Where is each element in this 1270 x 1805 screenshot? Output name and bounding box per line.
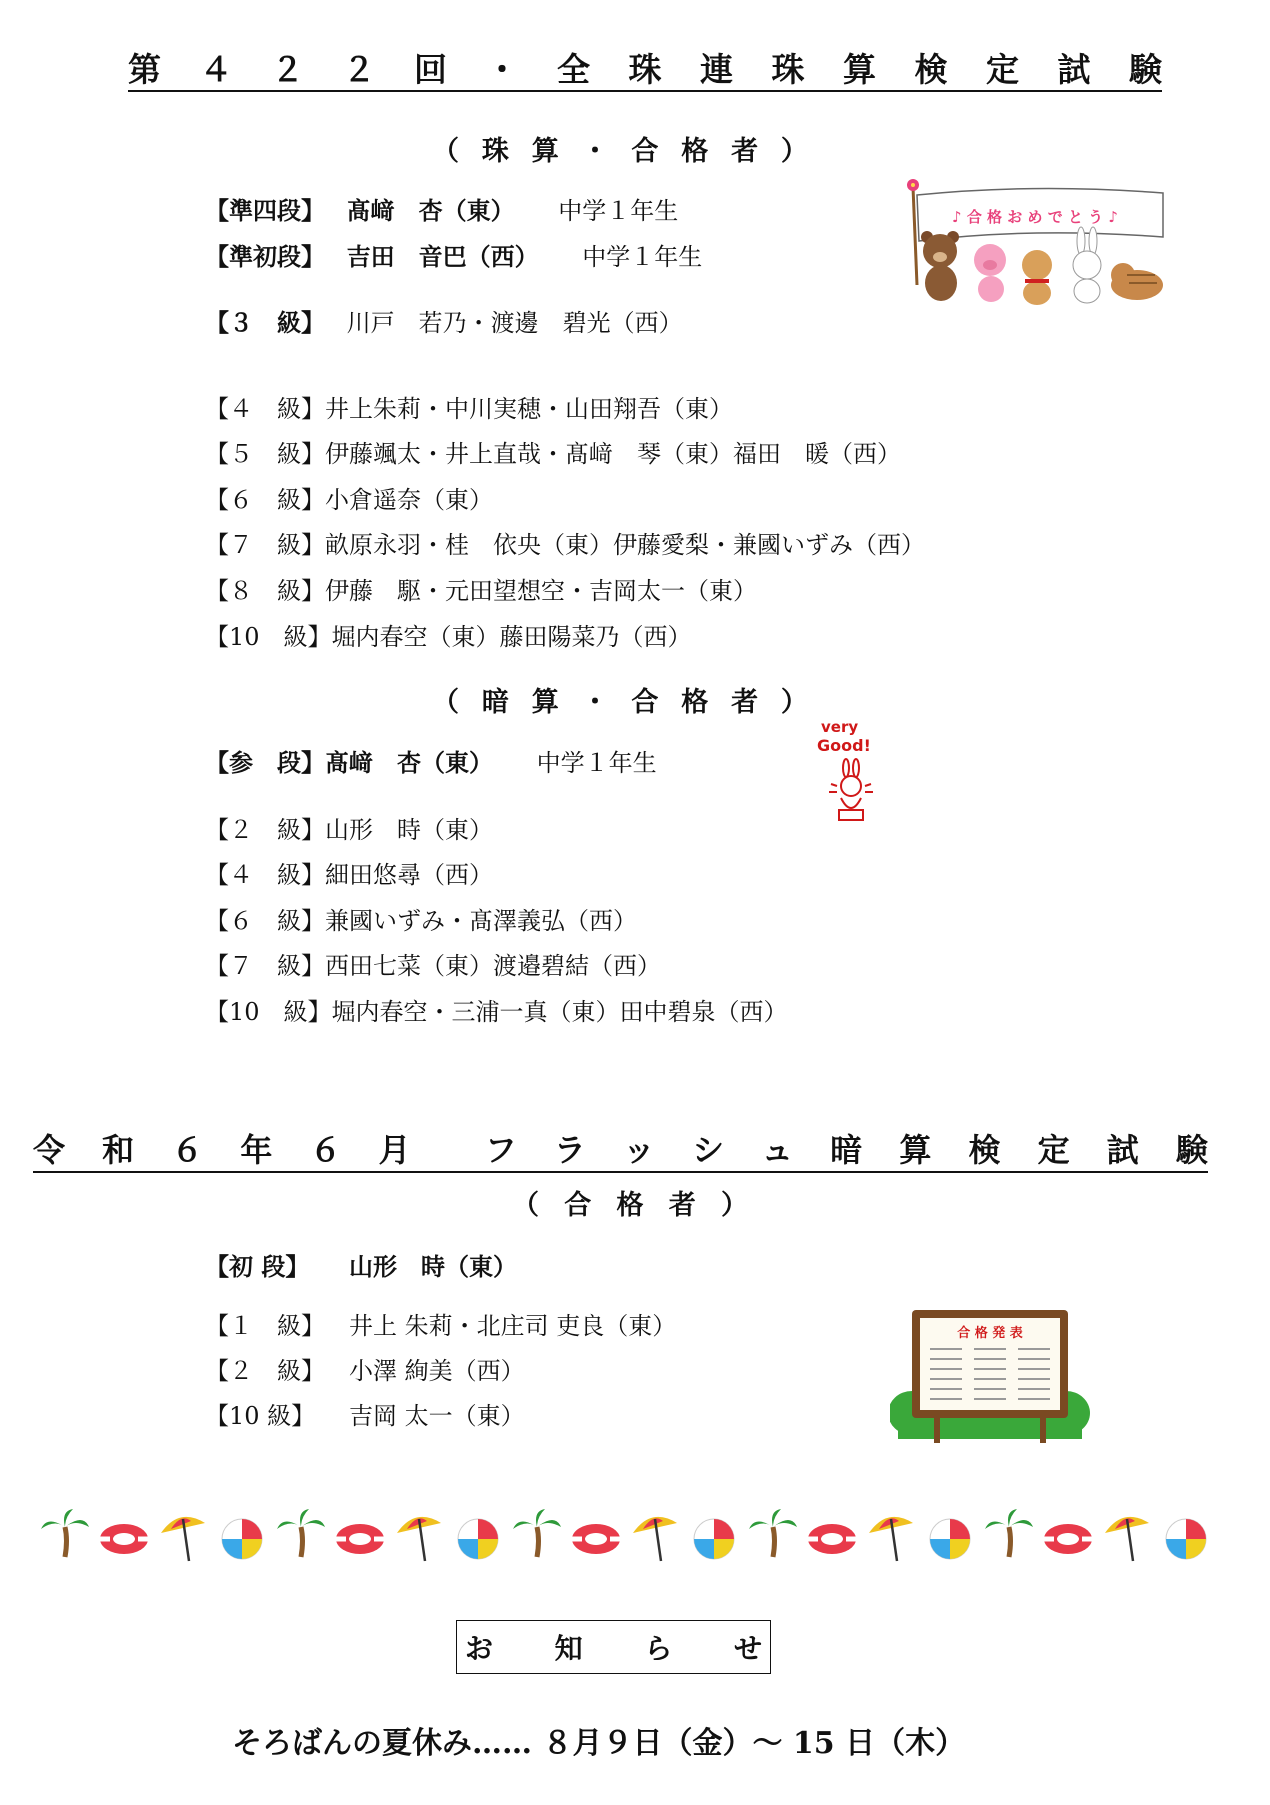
celebration-banner-illustration — [905, 175, 1170, 310]
passer-names: 髙﨑 杏（東） — [325, 748, 493, 777]
title-char: 定 — [986, 49, 1019, 89]
grade-label: 【７ 級】 — [205, 952, 325, 980]
flash-title-char: 年 — [240, 1131, 273, 1169]
title-char: 算 — [843, 49, 876, 89]
flash-title-char: 月 — [378, 1131, 411, 1169]
anzan-heading-char: 合 — [631, 686, 659, 718]
list-item — [205, 437, 901, 471]
flash-title-char: シ — [692, 1131, 725, 1169]
flash-title-char: ラ — [553, 1131, 586, 1169]
passer-names: 井上 朱莉・北庄司 吏良（東） — [349, 1312, 677, 1340]
flash-heading-char: 者 — [668, 1189, 696, 1221]
grade-label: 【６ 級】 — [205, 486, 325, 514]
passer-names: 川戸 若乃・渡邊 碧光（西） — [346, 309, 683, 337]
soroban-heading-char: ・ — [581, 135, 609, 167]
flash-title-char: 算 — [899, 1131, 932, 1169]
title-char: 珠 — [628, 49, 662, 89]
palm-icon — [277, 1509, 325, 1557]
ball-icon — [458, 1519, 498, 1559]
anzan-heading-char: ・ — [581, 686, 609, 718]
soroban-heading-char: 者 — [731, 135, 759, 167]
list-item — [205, 1250, 517, 1284]
grade-label: 【７ 級】 — [205, 531, 325, 559]
ball-icon — [222, 1519, 262, 1559]
notice-title-char: 知 — [554, 1632, 583, 1665]
parasol-icon — [633, 1517, 677, 1561]
list-item — [205, 483, 493, 517]
ball-icon — [1166, 1519, 1206, 1559]
palm-icon — [513, 1509, 561, 1557]
ring-icon — [1044, 1524, 1092, 1554]
very-good-stamp — [815, 718, 887, 828]
palm-icon — [41, 1509, 89, 1557]
flash-title-char: 験 — [1175, 1131, 1208, 1169]
grade-label: 【準四段】 — [205, 196, 325, 225]
rabbit-stamp-icon — [829, 759, 873, 820]
list-item — [205, 904, 637, 938]
anzan-heading-char: ） — [780, 686, 808, 718]
school-year: 中学１年生 — [582, 243, 703, 271]
notice-title-char: ら — [644, 1632, 673, 1665]
soroban-heading-char: （ — [432, 135, 459, 167]
ring-icon — [336, 1524, 384, 1554]
passer-names: 堀内春空・三浦一真（東）田中碧泉（西） — [331, 998, 788, 1026]
parasol-icon — [397, 1517, 441, 1561]
notice-title-char: せ — [733, 1632, 762, 1665]
list-item — [205, 306, 683, 340]
title-char: 験 — [1129, 49, 1162, 89]
parasol-icon — [1105, 1517, 1149, 1561]
grade-label: 【初 段】 — [205, 1252, 310, 1281]
flash-title-char: ６ — [171, 1131, 204, 1169]
grade-label: 【８ 級】 — [205, 577, 325, 605]
dog-icon — [1022, 250, 1052, 305]
title-char: ２ — [342, 49, 376, 89]
grade-label: 【４ 級】 — [205, 395, 325, 423]
parasol-icon — [869, 1517, 913, 1561]
passer-names: 山形 時（東） — [349, 1252, 517, 1281]
passer-names: 堀内春空（東）藤田陽菜乃（西） — [331, 623, 692, 651]
flash-title-char: 暗 — [830, 1131, 863, 1169]
grade-label: 【２ 級】 — [205, 816, 325, 844]
board-title: 合 格 発 表 — [957, 1326, 1023, 1341]
ball-icon — [930, 1519, 970, 1559]
notice-title-char: お — [465, 1632, 494, 1665]
flash-heading-char: （ — [512, 1189, 539, 1221]
grade-label: 【６ 級】 — [205, 907, 325, 935]
soroban-heading-char: 珠 — [481, 135, 509, 167]
list-item — [205, 240, 702, 274]
title-char: ・ — [485, 49, 519, 89]
rabbit-icon — [1073, 227, 1101, 303]
title-char: 回 — [414, 49, 447, 89]
stamp-text-very: very — [821, 718, 859, 736]
passer-names: 吉岡 太一（東） — [349, 1402, 525, 1430]
list-item — [205, 194, 678, 228]
passer-names: 西田七菜（東）渡邉碧結（西） — [325, 952, 661, 980]
soroban-heading-char: 合 — [631, 135, 659, 167]
passer-names: 細田悠尋（西） — [325, 861, 493, 889]
flash-heading — [512, 1182, 748, 1222]
results-board-illustration — [890, 1305, 1090, 1445]
title-char: 連 — [700, 49, 733, 89]
passer-names: 山形 時（東） — [325, 816, 493, 844]
flash-heading-char: ） — [721, 1189, 748, 1221]
flash-heading-char: 合 — [564, 1189, 592, 1221]
flash-title-char: 和 — [102, 1131, 135, 1169]
passer-names: 吉田 音巴（西） — [346, 242, 539, 271]
ball-icon — [694, 1519, 734, 1559]
grade-label: 【３ 級】 — [205, 308, 325, 337]
flash-title-char: フ — [484, 1131, 517, 1169]
parasol-icon — [161, 1517, 205, 1561]
soroban-heading — [432, 128, 808, 168]
flash-title-char: 検 — [968, 1131, 1001, 1169]
school-year: 中学１年生 — [536, 749, 657, 777]
title-char: 珠 — [771, 49, 805, 89]
notice-text: そろばんの夏休み…… ８月９日（金）～ 15 日（木） — [232, 1726, 966, 1761]
list-item — [205, 574, 757, 608]
grade-label: 【10 級】 — [205, 623, 332, 651]
passer-names: 伊藤颯太・井上直哉・髙﨑 琴（東）福田 暖（西） — [325, 440, 901, 468]
grade-label: 【１ 級】 — [205, 1312, 325, 1340]
title-char: 全 — [557, 49, 590, 89]
grade-label: 【参 段】 — [205, 748, 325, 777]
list-item — [205, 1399, 525, 1433]
anzan-heading — [432, 679, 808, 719]
grade-label: 【準初段】 — [205, 242, 325, 271]
flash-title — [33, 1125, 1208, 1173]
notice-title-box — [456, 1620, 771, 1674]
anzan-heading-char: 暗 — [481, 686, 509, 718]
grade-label: 【５ 級】 — [205, 440, 325, 468]
flash-title-char: 試 — [1106, 1131, 1139, 1169]
banner-text: ♪ 合 格 お め で と う ♪ — [952, 208, 1118, 226]
stamp-text-good: Good! — [817, 736, 871, 755]
flash-title-char: ッ — [622, 1131, 655, 1169]
bear-icon — [921, 231, 959, 301]
anzan-heading-char: 算 — [531, 686, 559, 718]
ring-icon — [808, 1524, 856, 1554]
passer-names: 髙﨑 杏（東） — [346, 196, 515, 225]
list-item — [205, 949, 661, 983]
flash-title-char: 令 — [33, 1131, 66, 1169]
anzan-heading-char: 格 — [681, 686, 709, 718]
palm-icon — [985, 1509, 1033, 1557]
list-item — [205, 620, 692, 654]
grade-label: 【２ 級】 — [205, 1357, 325, 1385]
soroban-heading-char: 算 — [531, 135, 559, 167]
flash-title-char: ６ — [309, 1131, 342, 1169]
title-char: 試 — [1057, 49, 1091, 89]
passer-names: 畝原永羽・桂 依央（東）伊藤愛梨・兼國いずみ（西） — [325, 531, 925, 559]
grade-label: 【10 級】 — [205, 998, 332, 1026]
flash-title-char: 定 — [1037, 1131, 1070, 1169]
soroban-heading-char: 格 — [681, 135, 709, 167]
grade-label: 【４ 級】 — [205, 861, 325, 889]
list-item — [205, 1354, 525, 1388]
pig-icon — [974, 244, 1006, 302]
page-title — [128, 44, 1162, 92]
list-item — [205, 858, 493, 892]
soroban-heading-char: ） — [780, 135, 808, 167]
passer-names: 小倉遥奈（東） — [325, 486, 493, 514]
grade-label: 【10 級】 — [205, 1402, 316, 1430]
flash-heading-char: 格 — [616, 1189, 644, 1221]
passer-names: 伊藤 駆・元田望想空・吉岡太一（東） — [325, 577, 757, 605]
cat-icon — [1111, 263, 1163, 300]
summer-decoration-row — [40, 1505, 1220, 1565]
flash-title-char: ュ — [761, 1131, 794, 1169]
list-item — [205, 392, 733, 426]
palm-icon — [749, 1509, 797, 1557]
school-year: 中学１年生 — [558, 197, 679, 225]
list-item — [205, 813, 493, 847]
anzan-heading-char: 者 — [731, 686, 759, 718]
title-char: 第 — [128, 49, 161, 89]
passer-names: 小澤 絢美（西） — [349, 1357, 525, 1385]
list-item — [205, 528, 925, 562]
ring-icon — [100, 1524, 148, 1554]
anzan-heading-char: （ — [432, 686, 459, 718]
title-char: ４ — [199, 49, 233, 89]
passer-names: 井上朱莉・中川実穂・山田翔吾（東） — [325, 395, 733, 423]
list-item — [205, 1309, 676, 1343]
passer-names: 兼國いずみ・髙澤義弘（西） — [325, 907, 637, 935]
list-item — [205, 995, 788, 1029]
ring-icon — [572, 1524, 620, 1554]
title-char: ２ — [271, 49, 304, 89]
list-item — [205, 746, 657, 780]
title-char: 検 — [914, 49, 948, 89]
